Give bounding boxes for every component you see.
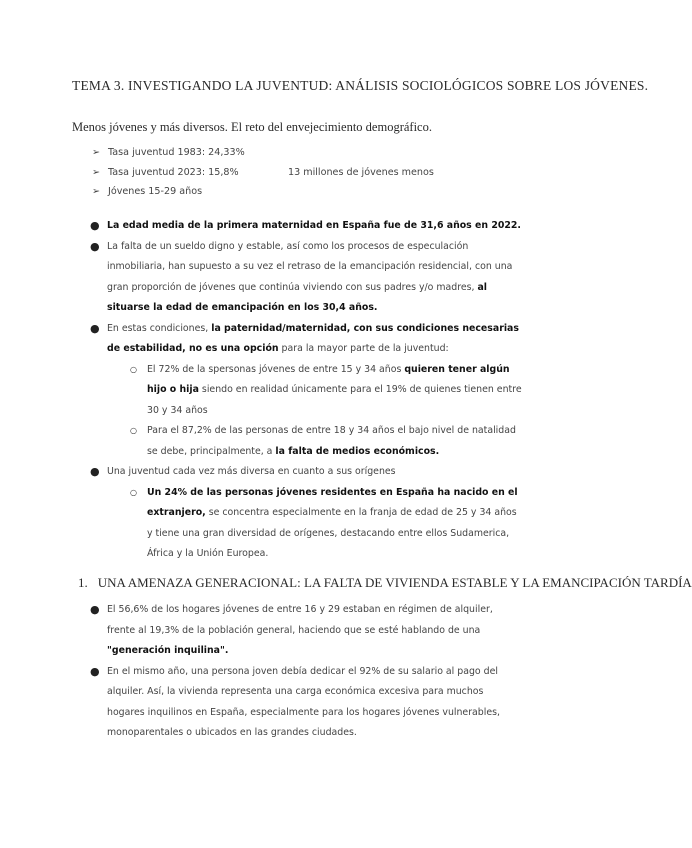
sub-list-item <box>130 483 522 565</box>
bold-text: la falta de medios económicos. <box>275 445 440 457</box>
item-text: se concentra especialmente en la franja de edad de 25 y 34 años y tiene una gran diversidad de orígenes, destacando entre ellos Sudamerica, África y la Unión Europea. <box>147 507 517 559</box>
list-item <box>90 662 522 744</box>
arrow-list-item <box>92 182 245 202</box>
bullet-dot-icon: ● <box>90 664 100 678</box>
bold-text: La edad media de la primera maternidad en España fue de 31,6 años en 2022. <box>107 220 521 231</box>
bold-text: "generación inquilina". <box>107 645 229 656</box>
section-number: 1. <box>78 575 88 590</box>
arrow-bullet-icon: ➢ <box>92 166 101 178</box>
bold-text: quieren tener algún hijo o hija <box>147 363 510 395</box>
bullet-list-1 <box>90 216 522 565</box>
circle-bullet-icon: ○ <box>130 364 137 374</box>
list-item <box>90 216 522 237</box>
list-item <box>90 319 522 360</box>
item-text: siendo en realidad únicamente para el 19% de quienes tienen entre 30 y 34 años <box>147 384 522 416</box>
item-text: En el mismo año, una persona joven debía dedicar el 92% de su salario al pago del alquiler. Así, la vivienda representa una carga económica excesiva para muchos hogares inquilinos en España, especialmente para los hogares jóvenes vulnerables, monoparentales o ubicados en las grandes ciudades. <box>107 665 500 738</box>
arrow-item-text: Jóvenes 15-29 años <box>108 186 203 197</box>
bold-text: Un 24% de las personas jóvenes residentes en España ha nacido en el extranjero, <box>147 486 518 518</box>
bullet-list-2 <box>90 600 522 744</box>
bullet-dot-icon: ● <box>90 239 100 253</box>
arrow-bullet-icon: ➢ <box>92 147 101 158</box>
list-item <box>90 462 522 483</box>
section-heading <box>78 575 692 591</box>
section-subtitle: Menos jóvenes y más diversos. El reto del envejecimiento demográfico. <box>72 120 432 134</box>
circle-bullet-icon: ○ <box>130 426 137 435</box>
sub-list-item <box>130 360 522 422</box>
item-text: En estas condiciones, <box>107 322 212 334</box>
section-title: UNA AMENAZA GENERACIONAL: LA FALTA DE VIVIENDA ESTABLE Y LA EMANCIPACIÓN TARDÍA <box>97 575 692 590</box>
arrow-list-item <box>92 143 245 163</box>
item-text: El 72% de la spersonas jóvenes de entre 15 y 34 años <box>147 363 405 375</box>
bullet-dot-icon: ● <box>90 603 100 616</box>
arrow-item-text: Tasa juventud 1983: 24,33% <box>108 147 245 158</box>
arrow-list-item <box>92 163 434 183</box>
list-item <box>90 237 522 319</box>
item-text: Una juventud cada vez más diversa en cuanto a sus orígenes <box>107 466 396 477</box>
item-text: El 56,6% de los hogares jóvenes de entre 16 y 29 estaban en régimen de alquiler, frente al 19,3% de la población general, haciendo que se esté hablando de una <box>107 604 493 636</box>
circle-bullet-icon: ○ <box>130 487 137 497</box>
page-title: TEMA 3. INVESTIGANDO LA JUVENTUD: ANÁLISIS SOCIOLÓGICOS SOBRE LOS JÓVENES. <box>72 78 649 93</box>
arrow-item-note: 13 millones de jóvenes menos <box>288 166 434 178</box>
bold-text: la paternidad/maternidad, con sus condiciones necesarias de estabilidad, no es una opción <box>107 322 519 354</box>
sub-list-item <box>130 421 522 462</box>
bullet-dot-icon: ● <box>90 219 100 232</box>
bold-text: al situarse la edad de emancipación en los 30,4 años. <box>107 281 488 313</box>
bullet-dot-icon: ● <box>90 321 100 335</box>
arrow-item-text: Tasa juventud 2023: 15,8% <box>108 166 239 178</box>
arrow-bullet-icon: ➢ <box>92 186 101 197</box>
item-text: La falta de un sueldo digno y estable, así como los procesos de especulación inmobiliaria, han supuesto a su vez el retraso de la emancipación residencial, con una gran proporción de jóvenes que continúa viviendo con sus padres y/o madres, <box>107 240 513 293</box>
list-item <box>90 600 522 662</box>
arrow-list <box>92 143 434 202</box>
item-text: Para el 87,2% de las personas de entre 18 y 34 años el bajo nivel de natalidad se debe, principalmente, a <box>147 425 516 457</box>
item-text: para la mayor parte de la juventud: <box>278 343 449 354</box>
bullet-dot-icon: ● <box>90 465 100 478</box>
